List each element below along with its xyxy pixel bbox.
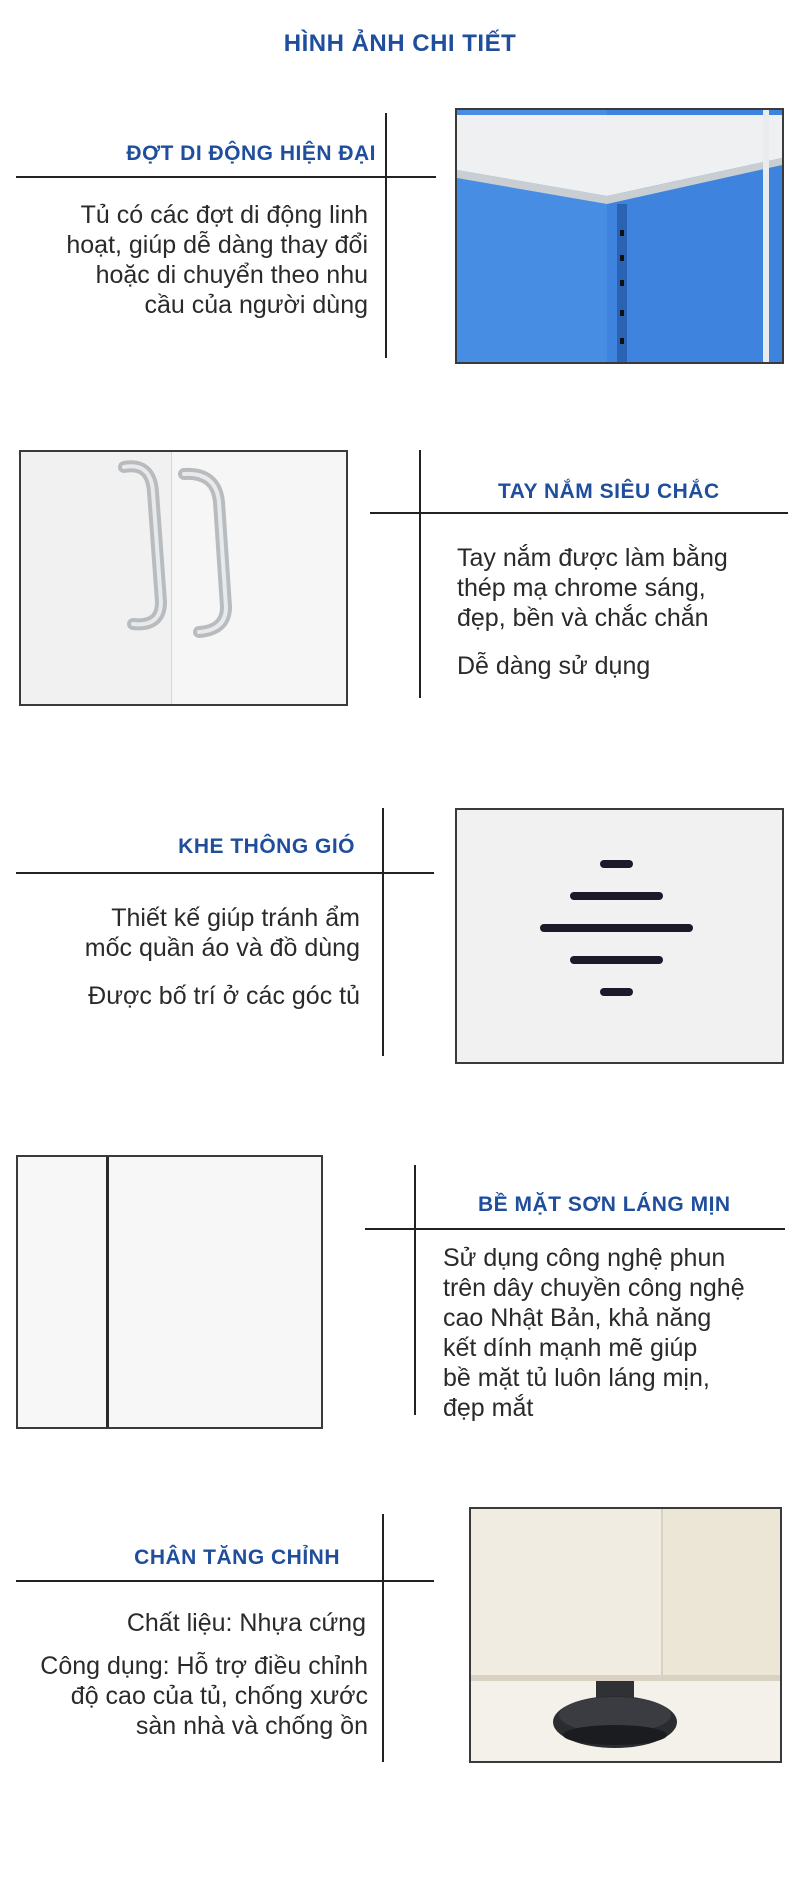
section-title-adjustable-feet: CHÂN TĂNG CHỈNH bbox=[134, 1546, 340, 1569]
handle-photo bbox=[19, 450, 348, 706]
section-divider bbox=[419, 450, 421, 698]
section-divider bbox=[16, 872, 434, 874]
section-description: Sử dụng công nghệ phun trên dây chuyền công nghệ cao Nhật Bản, khả năng kết dính mạnh mẽ giúp bề mặt tủ luôn láng mịn, đẹp mắt bbox=[443, 1244, 745, 1422]
section-divider bbox=[385, 113, 387, 358]
page-title: HÌNH ẢNH CHI TIẾT bbox=[283, 30, 517, 57]
section-description: Tay nắm được làm bằng thép mạ chrome sáng, đẹp, bền và chắc chắn bbox=[457, 544, 728, 632]
vent-photo bbox=[455, 808, 784, 1064]
surface-photo bbox=[16, 1155, 323, 1429]
section-divider bbox=[16, 1580, 434, 1582]
section-divider bbox=[365, 1228, 785, 1230]
section-divider bbox=[382, 1514, 384, 1762]
section-divider bbox=[414, 1165, 416, 1415]
section-note: Dễ dàng sử dụng bbox=[457, 652, 651, 680]
section-description: Tủ có các đợt di động linh hoạt, giúp dễ dàng thay đổi hoặc di chuyển theo nhu cầu của người dùng bbox=[66, 201, 368, 319]
shelf-photo bbox=[455, 108, 784, 364]
section-note: Được bố trí ở các góc tủ bbox=[88, 982, 360, 1010]
section-divider bbox=[16, 176, 436, 178]
section-description: Thiết kế giúp tránh ẩm mốc quần áo và đồ dùng bbox=[84, 904, 360, 962]
section-title-ventilation: KHE THÔNG GIÓ bbox=[178, 835, 355, 858]
section-title-movable-shelf: ĐỢT DI ĐỘNG HIỆN ĐẠI bbox=[126, 142, 376, 165]
section-title-smooth-paint: BỀ MẶT SƠN LÁNG MỊN bbox=[478, 1193, 731, 1216]
section-note: Chất liệu: Nhựa cứng bbox=[126, 1609, 366, 1637]
foot-photo bbox=[469, 1507, 782, 1763]
section-title-handle: TAY NẮM SIÊU CHẮC bbox=[498, 480, 720, 503]
section-divider bbox=[370, 512, 788, 514]
section-divider bbox=[382, 808, 384, 1056]
section-description: Công dụng: Hỗ trợ điều chỉnh độ cao của tủ, chống xước sàn nhà và chống ồn bbox=[40, 1652, 368, 1740]
